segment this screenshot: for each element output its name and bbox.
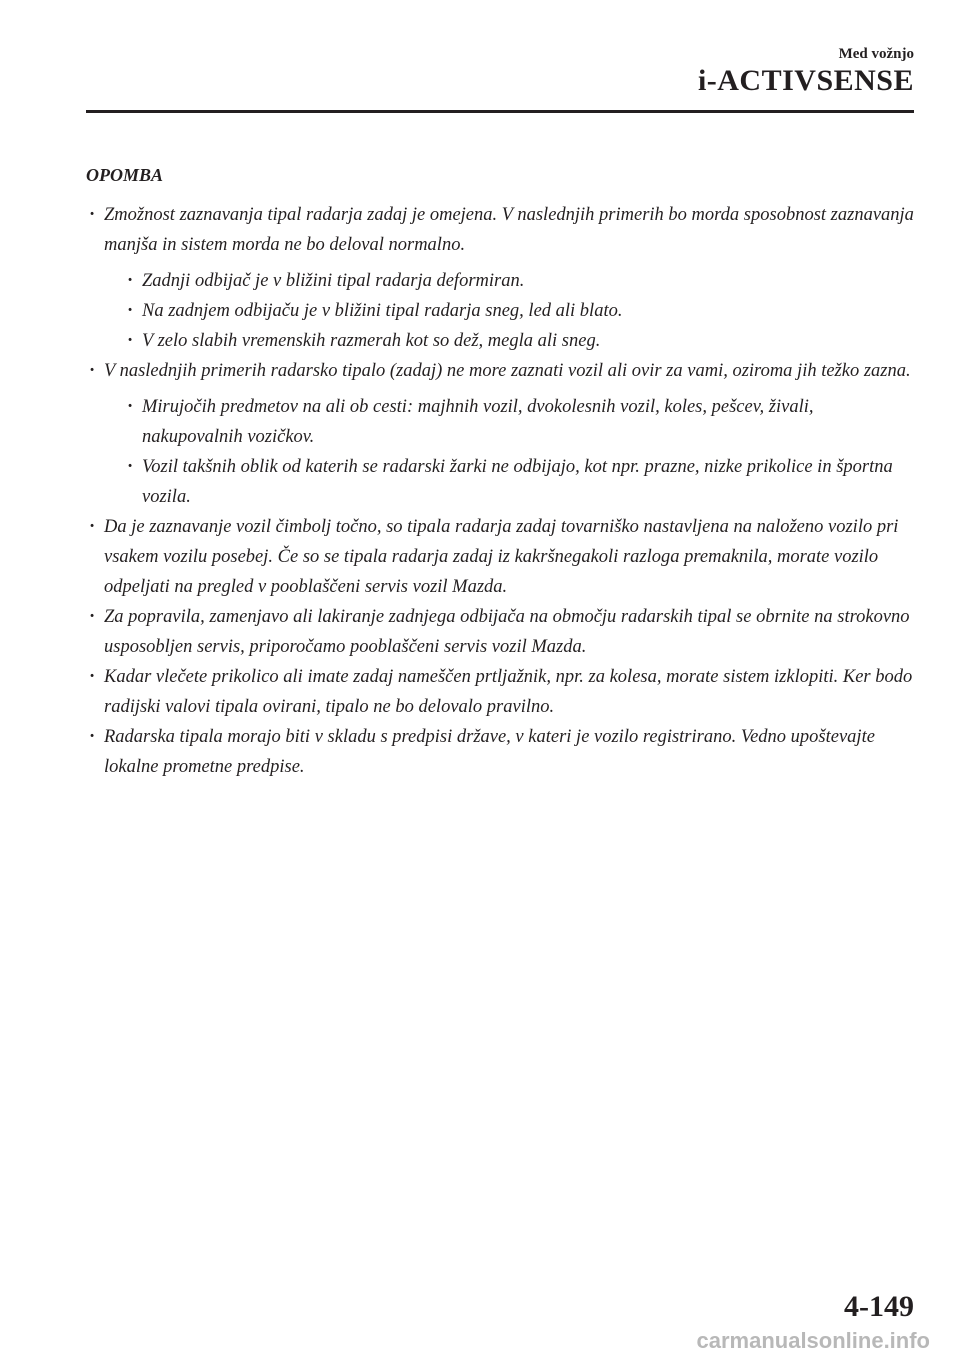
watermark: carmanualsonline.info bbox=[696, 1328, 930, 1353]
list-item bbox=[86, 200, 916, 356]
list-item: · Da je zaznavanje vozil čimbolj točno, so tipala radarja zadaj tovarniško nastavljena na naloženo vozilo pri vsakem vozilu posebej. Če so se tipala radarja zadaj iz kakršnegakoli razloga premaknila, morate vozilo odpeljati na pregled v pooblaščeni servis vozil Mazda. bbox=[86, 512, 916, 602]
note-list bbox=[86, 200, 916, 782]
sub-list bbox=[104, 266, 916, 356]
header-title: i-ACTIVSENSE bbox=[697, 64, 914, 97]
list-item: · Radarska tipala morajo biti v skladu s predpisi države, v kateri je vozilo registrirano. Vedno upoštevajte lokalne prometne predpise. bbox=[86, 722, 916, 782]
sub-list-item: · V zelo slabih vremenskih razmerah kot so dež, megla ali sneg. bbox=[124, 326, 916, 356]
sub-list-item: · Na zadnjem odbijaču je v bližini tipal radarja sneg, led ali blato. bbox=[124, 296, 916, 326]
sub-list bbox=[104, 392, 916, 512]
list-item: · Kadar vlečete prikolico ali imate zadaj nameščen prtljažnik, npr. za kolesa, morate sistem izklopiti. Ker bodo radijski valovi tipala ovirani, tipalo ne bo delovalo pravilno. bbox=[86, 662, 916, 722]
sub-list-item: · Mirujočih predmetov na ali ob cesti: majhnih vozil, dvokolesnih vozil, koles, pešcev, živali, nakupovalnih vozičkov. bbox=[124, 392, 916, 452]
note-block bbox=[86, 160, 916, 782]
list-item bbox=[86, 356, 916, 512]
list-item: · Za popravila, zamenjavo ali lakiranje zadnjega odbijača na območju radarskih tipal se obrnite na strokovno usposobljen servis, priporočamo pooblaščeni servis vozil Mazda. bbox=[86, 602, 916, 662]
list-item-text: V naslednjih primerih radarsko tipalo (zadaj) ne more zaznati vozil ali ovir za vami, oziroma jih težko zazna. bbox=[104, 361, 911, 381]
list-item-text: Zmožnost zaznavanja tipal radarja zadaj je omejena. V naslednjih primerih bo morda sposobnost zaznavanja manjša in sistem morda ne bo deloval normalno. bbox=[104, 205, 914, 255]
sub-list-item: · Vozil takšnih oblik od katerih se radarski žarki ne odbijajo, kot npr. prazne, nizke prikolice in športna vozila. bbox=[124, 452, 916, 512]
sub-list-item: · Zadnji odbijač je v bližini tipal radarja deformiran. bbox=[124, 266, 916, 296]
header-rule bbox=[86, 110, 914, 113]
page-number: 4-149 bbox=[844, 1290, 914, 1323]
header-section: Med vožnjo bbox=[838, 46, 914, 62]
note-title: OPOMBA bbox=[86, 165, 164, 185]
